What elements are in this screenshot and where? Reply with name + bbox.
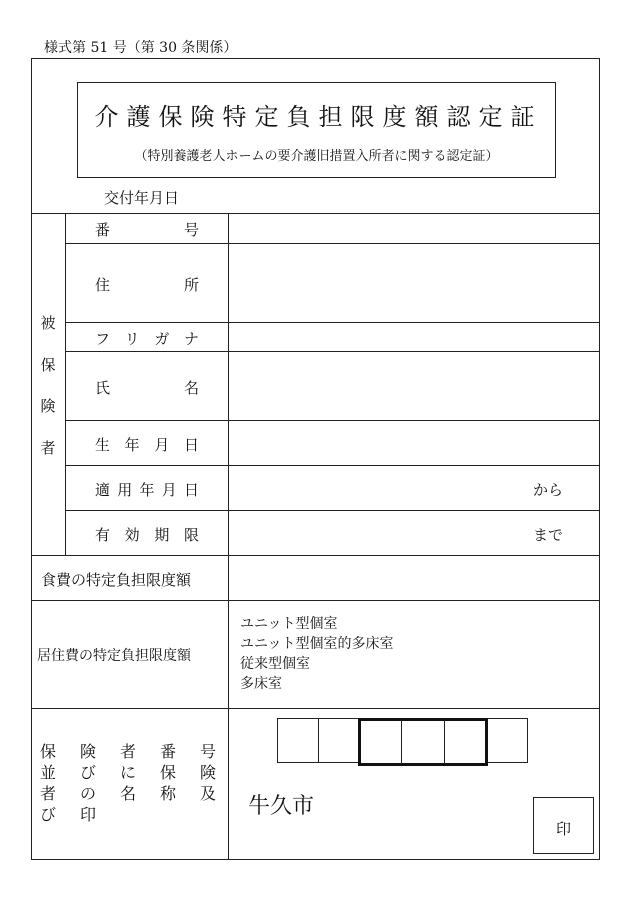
birthdate-field[interactable]	[230, 422, 598, 464]
name-field[interactable]	[230, 353, 598, 419]
apply-date-field[interactable]	[230, 467, 530, 509]
address-field[interactable]	[230, 245, 598, 321]
divider	[401, 720, 402, 764]
insurer-label-line-1: 保 険 者 番 号	[40, 742, 217, 761]
label-apply-date: 適 用 年 月 日	[95, 481, 199, 499]
room-type-multi-bed: 多床室	[240, 676, 282, 692]
room-type-conventional-private: 従来型個室	[240, 656, 310, 672]
divider	[65, 420, 600, 421]
food-cost-label: 食費の特定負担限度額	[41, 571, 192, 589]
divider	[65, 510, 600, 511]
insurer-label-line-2: 並 び に 保 険	[40, 763, 217, 782]
divider	[31, 213, 600, 214]
divider	[31, 555, 600, 556]
label-furigana: フ リ ガ ナ	[95, 330, 199, 348]
divider	[228, 213, 229, 860]
food-cost-field[interactable]	[230, 557, 598, 599]
divider	[65, 213, 66, 555]
insurer-number-digit-2[interactable]	[318, 718, 360, 763]
until-suffix: まで	[533, 526, 564, 544]
divider	[444, 720, 445, 764]
certificate-subtitle: （特別養護老人ホームの要介護旧措置入所者に関する認定証）	[134, 149, 499, 164]
residence-cost-label: 居住費の特定負担限度額	[37, 648, 191, 664]
seal-text: 印	[555, 820, 571, 838]
insurer-number-digit-3[interactable]	[361, 721, 401, 763]
insurer-number-digit-5[interactable]	[446, 721, 485, 763]
divider	[65, 243, 600, 244]
insurer-number-digit-1[interactable]	[277, 718, 319, 763]
insured-group-label: 被 保 険 者	[40, 314, 56, 457]
divider	[65, 351, 600, 352]
insurer-label-line-4: び 印	[40, 805, 97, 824]
divider	[65, 465, 600, 466]
furigana-field[interactable]	[230, 324, 598, 350]
label-name: 氏 名	[95, 379, 199, 397]
insurer-name: 牛久市	[248, 794, 315, 819]
form-number: 様式第 51 号（第 30 条関係）	[44, 40, 238, 56]
title-box	[77, 82, 556, 178]
valid-period-field[interactable]	[230, 512, 530, 554]
divider	[65, 322, 600, 323]
number-field[interactable]	[230, 215, 598, 242]
room-type-unit-private: ユニット型個室	[240, 616, 338, 632]
insurer-number-digit-6[interactable]	[486, 718, 528, 763]
divider	[31, 708, 600, 709]
certificate-title: 介護保険特定負担限度額認定証	[94, 103, 543, 131]
from-suffix: から	[533, 481, 564, 499]
insurer-label-line-3: 者 の 名 称 及	[40, 784, 217, 803]
room-type-list	[240, 614, 393, 694]
label-valid-period: 有 効 期 限	[95, 526, 199, 544]
room-type-unit-semi-private: ユニット型個室的多床室	[240, 636, 394, 652]
insurer-number-digit-4[interactable]	[403, 721, 443, 763]
divider	[31, 600, 600, 601]
label-number: 番 号	[95, 221, 199, 239]
issue-date-field[interactable]	[230, 184, 590, 206]
label-address: 住 所	[95, 276, 199, 294]
issue-date-label: 交付年月日	[104, 189, 180, 207]
label-birthdate: 生 年 月 日	[95, 436, 199, 454]
seal-box	[533, 797, 594, 854]
